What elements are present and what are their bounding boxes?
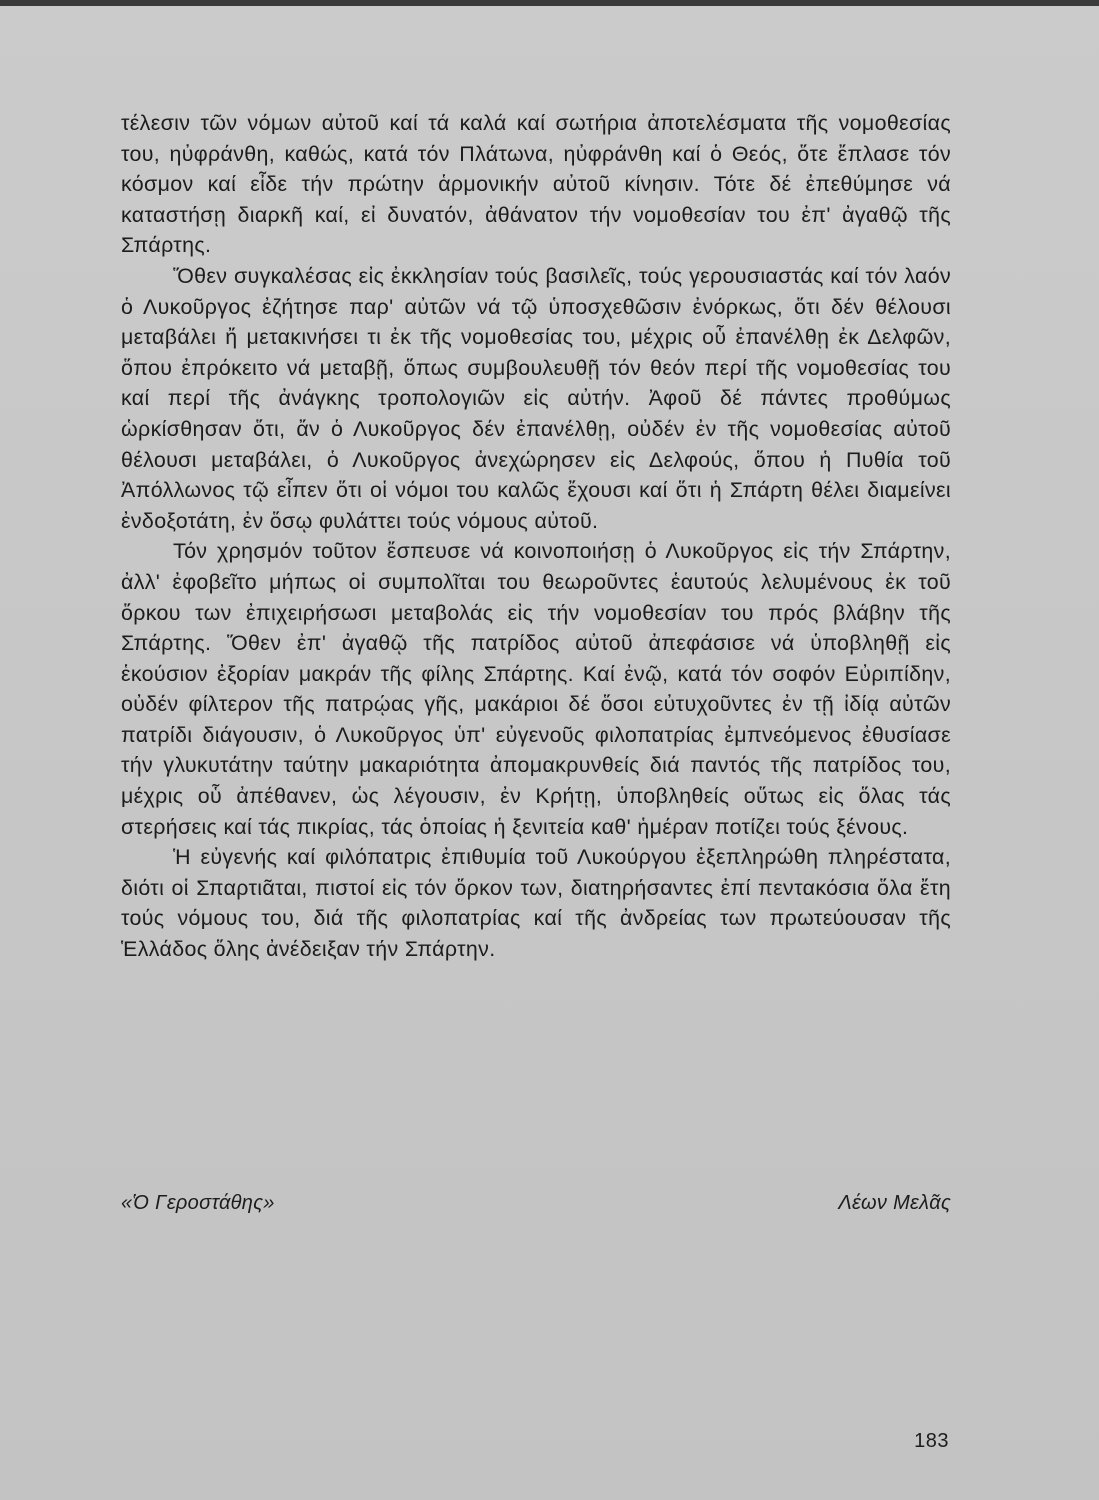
page-top-edge: [0, 0, 1099, 6]
author-name: Λέων Μελᾶς: [838, 1192, 951, 1214]
body-text: [121, 108, 951, 965]
paragraph-3: Τόν χρησμόν τοῦτον ἔσπευσε νά κοινοποιήσῃ ὁ Λυκοῦργος εἰς τήν Σπάρτην, ἀλλ' ἐφοβεῖτο μήπως οἱ συμπολῖται του θεωροῦντες ἑαυτούς λελυμένους ἐκ τοῦ ὅρκου των ἐπιχειρήσωσι μεταβολάς εἰς τήν νομοθεσίαν του πρός βλάβην τῆς Σπάρτης. Ὅθεν ἐπ' ἀγαθῷ τῆς πατρίδος αὐτοῦ ἀπεφάσισε νά ὑποβληθῇ εἰς ἑκούσιον ἐξορίαν μακράν τῆς φίλης Σπάρτης. Καί ἐνῷ, κατά τόν σοφόν Εὐριπίδην, οὐδέν φίλτερον τῆς πατρῴας γῆς, μακάριοι δέ ὅσοι εὐτυχοῦντες ἐν τῇ ἰδίᾳ αὐτῶν πατρίδι διάγουσιν, ὁ Λυκοῦργος ὑπ' εὐγενοῦς φιλοπατρίας ἐμπνεόμενος ἐθυσίασε τήν γλυκυτάτην ταύτην μακαριότητα ἀπομακρυνθείς διά παντός τῆς πατρίδος του, μέχρις οὗ ἀπέθανεν, ὡς λέγουσιν, ἐν Κρήτῃ, ὑποβληθείς οὕτως εἰς ὅλας τάς στερήσεις καί τάς πικρίας, τάς ὁποίας ἡ ξενιτεία καθ' ἡμέραν ποτίζει τούς ξένους.: [121, 539, 951, 839]
paragraph-2: Ὅθεν συγκαλέσας εἰς ἐκκλησίαν τούς βασιλεῖς, τούς γερουσιαστάς καί τόν λαόν ὁ Λυκοῦργος ἐζήτησε παρ' αὐτῶν νά τῷ ὑποσχεθῶσιν ἐνόρκως, ὅτι δέν θέλουσι μεταβάλει ἤ μετακινήσει τι ἐκ τῆς νομοθεσίας του, μέχρις οὗ ἐπανέλθῃ ἐκ Δελφῶν, ὅπου ἐπρόκειτο νά μεταβῇ, ὅπως συμβουλευθῇ τόν θεόν περί τῆς νομοθεσίας του καί περί τῆς ἀνάγκης τροπολογιῶν εἰς αὐτήν. Ἀφοῦ δέ πάντες προθύμως ὡρκίσθησαν ὅτι, ἄν ὁ Λυκοῦργος δέν ἐπανέλθῃ, οὐδέν ἐν τῆς νομοθεσίας αὐτοῦ θέλουσι μεταβάλει, ὁ Λυκοῦργος ἀνεχώρησεν εἰς Δελφούς, ὅπου ἡ Πυθία τοῦ Ἀπόλλωνος τῷ εἶπεν ὅτι οἱ νόμοι του καλῶς ἔχουσι καί ὅτι ἡ Σπάρτη θέλει διαμείνει ἐνδοξοτάτη, ἐν ὅσῳ φυλάττει τούς νόμους αὐτοῦ.: [121, 263, 951, 533]
page-number: 183: [914, 1430, 949, 1452]
source-title: «Ὁ Γεροστάθης»: [121, 1192, 275, 1214]
signature-line: [121, 1192, 951, 1215]
paragraph-4: Ἡ εὐγενής καί φιλόπατρις ἐπιθυμία τοῦ Λυκούργου ἐξεπληρώθη πληρέστατα, διότι οἱ Σπαρτιᾶται, πιστοί εἰς τόν ὅρκον των, διατηρήσαντες ἐπί πεντακόσια ὅλα ἔτη τούς νόμους του, διά τῆς φιλοπατρίας καί τῆς ἀνδρείας των πρωτεύουσαν τῆς Ἑλλάδος ὅλης ἀνέδειξαν τήν Σπάρτην.: [121, 845, 951, 962]
paragraph-1: τέλεσιν τῶν νόμων αὐτοῦ καί τά καλά καί σωτήρια ἀποτελέσματα τῆς νομοθεσίας του, ηὐφράνθη, καθώς, κατά τόν Πλάτωνα, ηὐφράνθη καί ὁ Θεός, ὅτε ἔπλασε τόν κόσμον καί εἶδε τήν πρώτην ἁρμονικήν αὐτοῦ κίνησιν. Τότε δέ ἐπεθύμησε νά καταστήσῃ διαρκῆ καί, εἰ δυνατόν, ἀθάνατον τήν νομοθεσίαν του ἐπ' ἀγαθῷ τῆς Σπάρτης.: [121, 111, 951, 258]
